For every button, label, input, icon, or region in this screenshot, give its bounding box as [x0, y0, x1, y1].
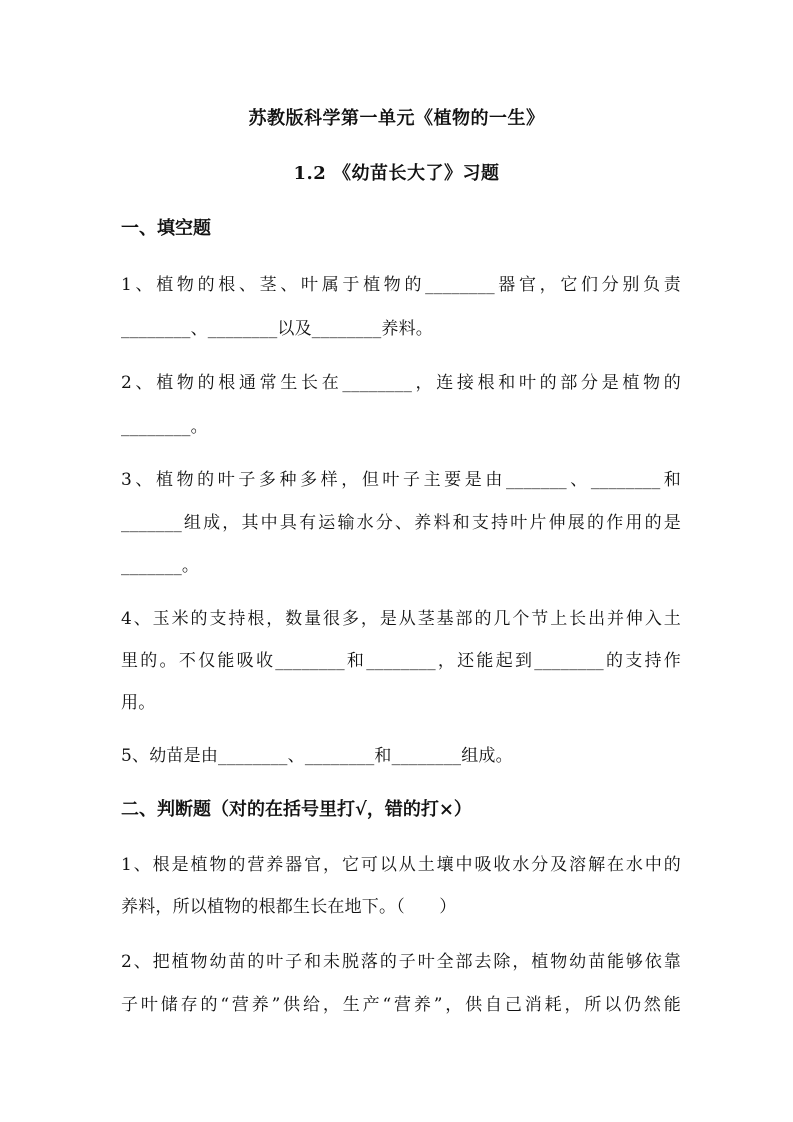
- question-line: 1、植物的根、茎、叶属于植物的________器官，它们分别负责: [121, 275, 681, 295]
- document-subtitle: 1.2 《幼苗长大了》习题: [293, 163, 500, 184]
- question-line: 养料，所以植物的根都生长在地下。（ ）: [121, 897, 457, 917]
- question-line: 3、植物的叶子多种多样，但叶子主要是由_______、________和: [121, 470, 681, 490]
- question-line: _______组成，其中具有运输水分、养料和支持叶片伸展的作用的是: [121, 513, 681, 533]
- question-line: 2、把植物幼苗的叶子和未脱落的子叶全部去除，植物幼苗能够依靠: [121, 952, 681, 972]
- question-line: 1、根是植物的营养器官，它可以从土壤中吸收水分及溶解在水中的: [121, 855, 681, 875]
- document-title: 苏教版科学第一单元《植物的一生》: [248, 108, 545, 129]
- section-heading-true-false: 二、判断题（对的在括号里打√，错的打×）: [121, 799, 472, 820]
- question-line: 里的。不仅能吸收________和________，还能起到________的支持作: [121, 651, 681, 671]
- question-line: ________、________以及________养料。: [121, 319, 433, 339]
- question-line: 子叶储存的“营养”供给，生产“营养”，供自己消耗，所以仍然能: [121, 995, 681, 1015]
- question-line: 4、玉米的支持根，数量很多，是从茎基部的几个节上长出并伸入土: [121, 609, 681, 629]
- question-line: ________。: [121, 417, 208, 437]
- section-heading-fill-in: 一、填空题: [121, 218, 211, 239]
- question-line: 2、植物的根通常生长在________，连接根和叶的部分是植物的: [121, 373, 681, 393]
- question-line: 用。: [121, 693, 156, 713]
- question-line: 5、幼苗是由________、________和________组成。: [121, 746, 513, 766]
- question-line: _______。: [121, 556, 200, 576]
